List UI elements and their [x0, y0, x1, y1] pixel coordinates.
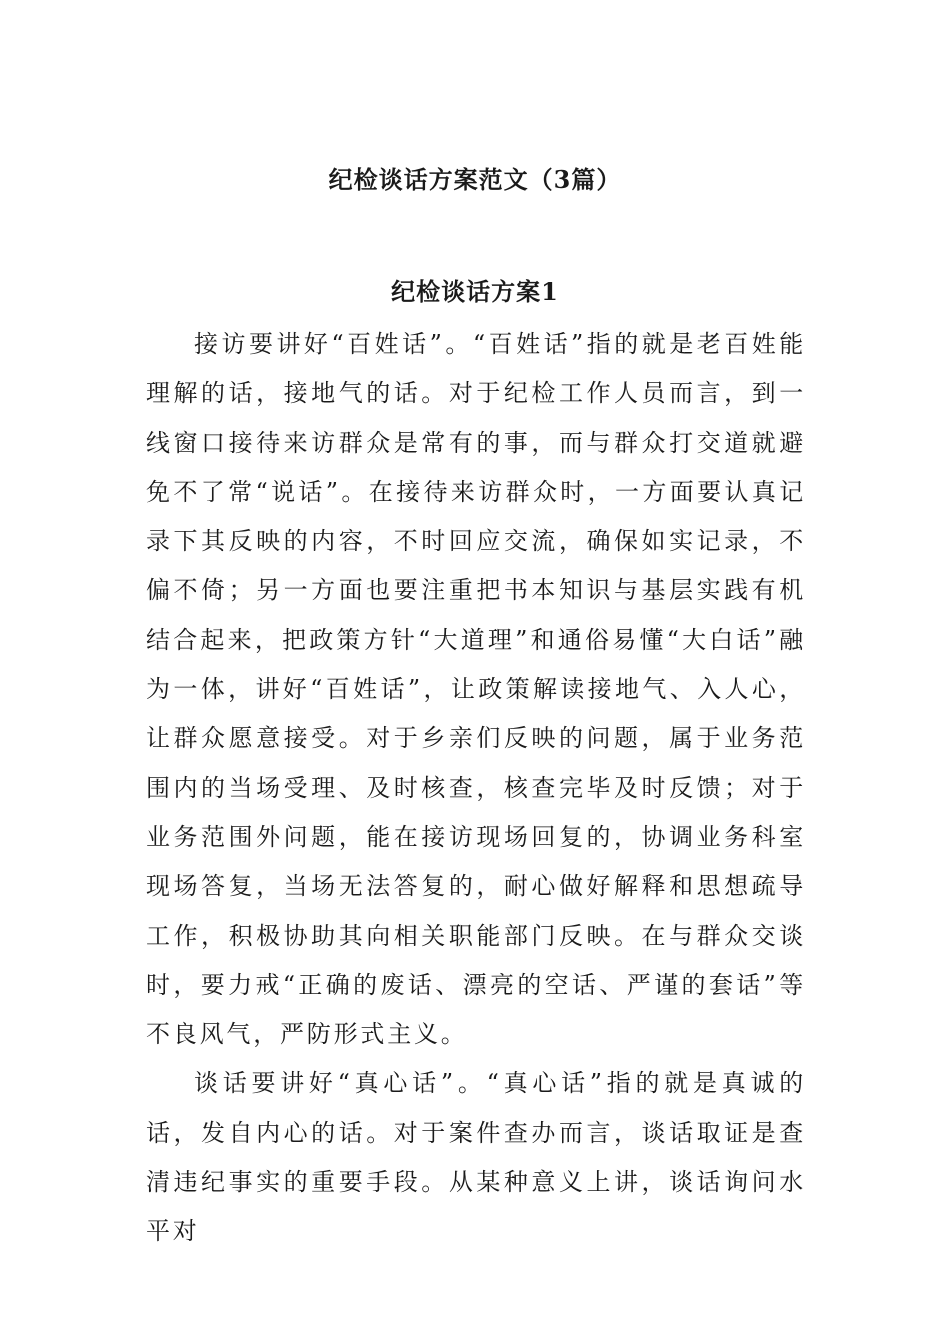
document-title: 纪检谈话方案范文（3篇）: [328, 165, 622, 194]
paragraph-1: 接访要讲好“百姓话”。“百姓话”指的就是老百姓能理解的话，接地气的话。对于纪检工作人员而言，到一线窗口接待来访群众是常有的事，而与群众打交道就避免不了常“说话”。在接待来访群众时，一方面要认真记录下其反映的内容，不时回应交流，确保如实记录，不偏不倚；另一方面也要注重把书本知识与基层实践有机结合起来，把政策方针“大道理”和通俗易懂“大白话”融为一体，讲好“百姓话”，让政策解读接地气、入人心，让群众愿意接受。对于乡亲们反映的问题，属于业务范围内的当场受理、及时核查，核查完毕及时反馈；对于业务范围外问题，能在接访现场回复的，协调业务科室现场答复，当场无法答复的，耐心做好解释和思想疏导工作，积极协助其向相关职能部门反映。在与群众交谈时，要力戒“正确的废话、漂亮的空话、严谨的套话”等不良风气，严防形式主义。: [146, 330, 806, 1049]
document-body: [146, 320, 806, 1257]
paragraph-2: 谈话要讲好“真心话”。“真心话”指的就是真诚的话，发自内心的话。对于案件查办而言，谈话取证是查清违纪事实的重要手段。从某种意义上讲，谈话询问水平对: [146, 1069, 806, 1246]
section-heading: 纪检谈话方案1: [391, 277, 559, 306]
